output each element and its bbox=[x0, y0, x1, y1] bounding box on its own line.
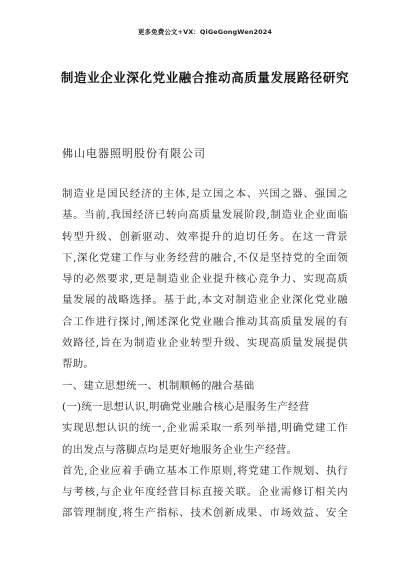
paragraph-line: 基。当前,我国经济已转向高质量发展阶段,制造业企业面临 bbox=[62, 209, 348, 222]
paragraph-line: 下,深化党建工作与业务经营的融合,不仅是坚持党的全面领 bbox=[62, 251, 348, 264]
subsection-heading: (一)统一思想认识,明确党业融合核心是服务生产经营 bbox=[62, 400, 310, 413]
document-title: 制造业企业深化党业融合推动高质量发展路径研究 bbox=[60, 70, 350, 85]
paragraph-line: 与考核,与企业年度经营目标直接关联。企业需修订相关内 bbox=[62, 486, 348, 499]
paragraph-line: 首先,企业应着手确立基本工作原则,将党建工作规划、执行 bbox=[62, 464, 348, 477]
company-name: 佛山电器照明股份有限公司 bbox=[62, 147, 206, 160]
paragraph-line: 实现思想认识的统一,企业需采取一系列举措,明确党建工作 bbox=[62, 422, 348, 435]
paragraph-line: 的出发点与落脚点均是更好地服务企业生产经营。 bbox=[62, 443, 298, 456]
paragraph-line: 导的必然要求,更是制造业企业提升核心竞争力、实现高质 bbox=[62, 273, 348, 286]
section-heading: 一、建立思想统一、机制顺畅的融合基础 bbox=[62, 379, 255, 392]
paragraph-line: 效路径,旨在为制造业企业转型升级、实现高质量发展提供 bbox=[62, 337, 348, 350]
paragraph-line: 帮助。 bbox=[62, 358, 95, 371]
paragraph-line: 部管理制度,将生产指标、技术创新成果、市场效益、安全 bbox=[62, 507, 348, 520]
header-note: 更多免费公文+VX：QiGeGongWen2024 bbox=[137, 28, 273, 36]
paragraph-line: 转型升级、创新驱动、效率提升的迫切任务。在这一背景 bbox=[62, 230, 348, 243]
paragraph-line: 合工作进行探讨,阐述深化党业融合推动其高质量发展的有 bbox=[62, 315, 348, 328]
paragraph-line: 量发展的战略选择。基于此,本文对制造业企业深化党业融 bbox=[62, 294, 348, 307]
document-body bbox=[62, 184, 348, 525]
paragraph-line: 制造业是国民经济的主体,是立国之本、兴国之器、强国之 bbox=[62, 188, 348, 200]
